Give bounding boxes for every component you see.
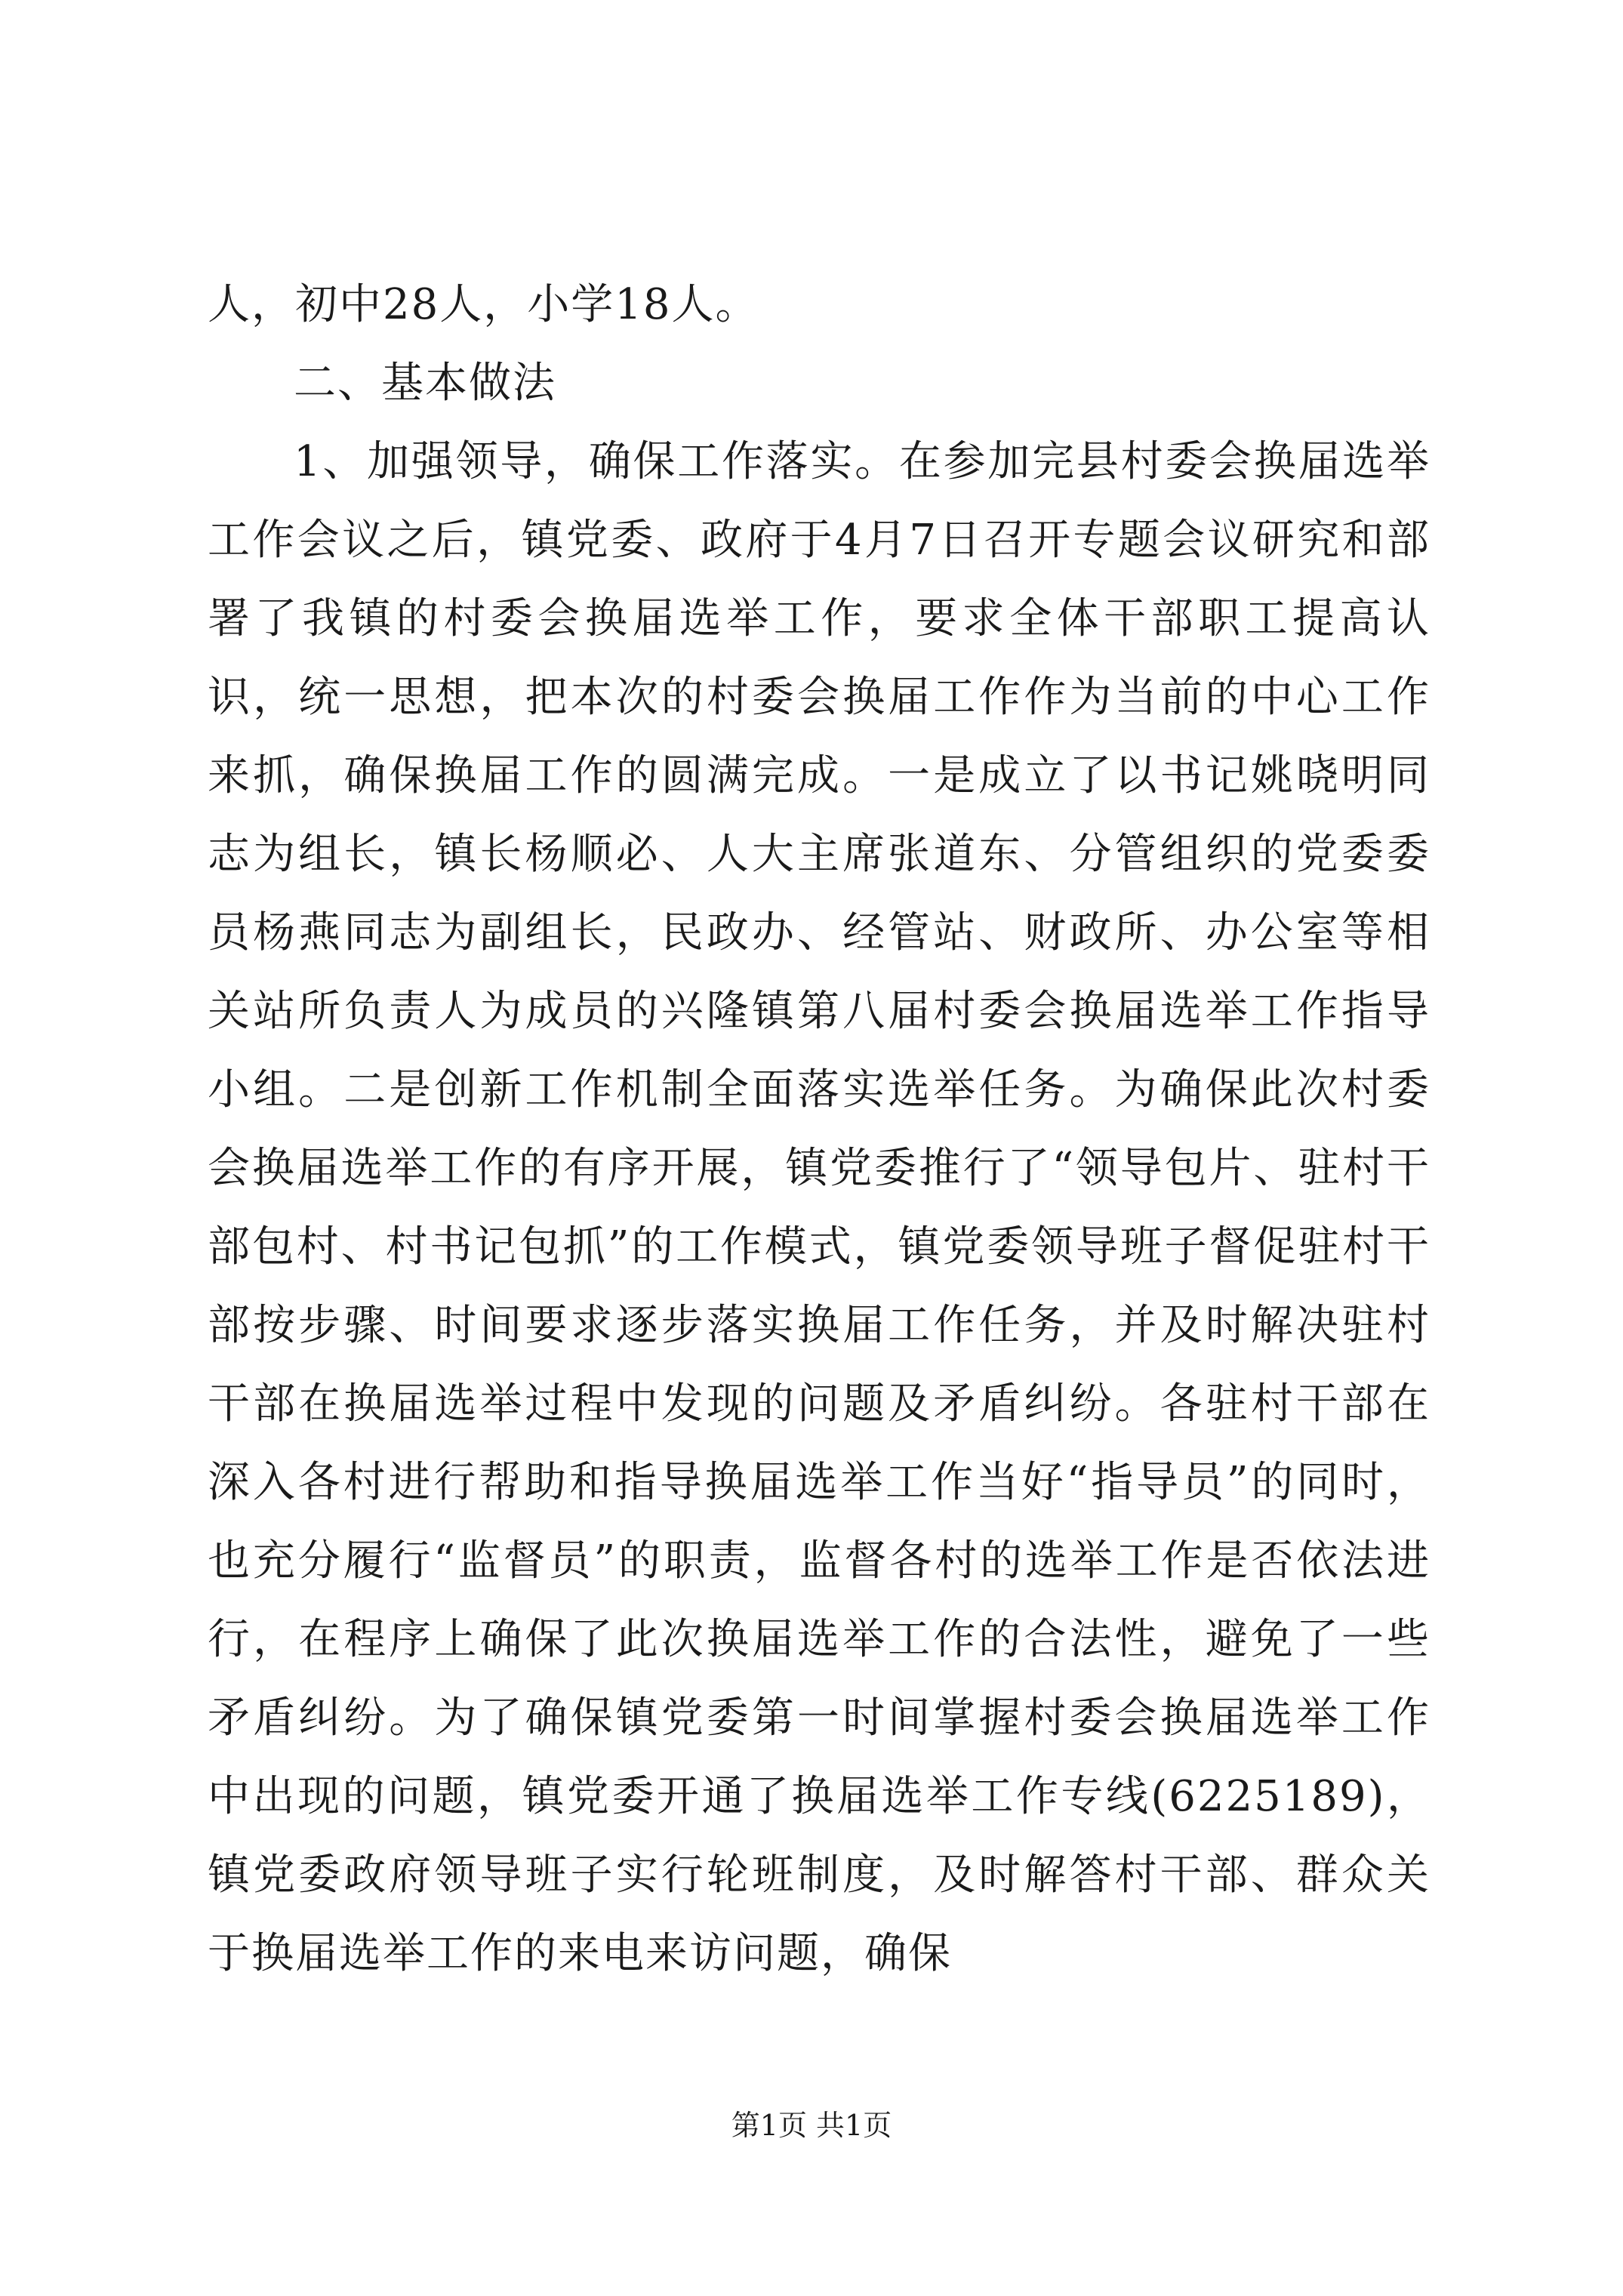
page-footer: 第1页 共1页 bbox=[731, 2109, 892, 2142]
paragraph-continuation: 人，初中28人，小学18人。 bbox=[208, 280, 759, 329]
document-body bbox=[208, 266, 1431, 1993]
paragraph-main: 1、加强领导，确保工作落实。在参加完县村委会换届选举工作会议之后，镇党委、政府于4月7日召开专题会议研究和部署了我镇的村委会换届选举工作，要求全体干部职工提高认识，统一思想，把本次的村委会换届工作作为当前的中心工作来抓，确保换届工作的圆满完成。一是成立了以书记姚晓明同志为组长，镇长杨顺必、人大主席张道东、分管组织的党委委员杨燕同志为副组长，民政办、经管站、财政所、办公室等相关站所负责人为成员的兴隆镇第八届村委会换届选举工作指导小组。二是创新工作机制全面落实选举任务。为确保此次村委会换届选举工作的有序开展，镇党委推行了“领导包片、驻村干部包村、村书记包抓”的工作模式，镇党委领导班子督促驻村干部按步骤、时间要求逐步落实换届工作任务，并及时解决驻村干部在换届选举过程中发现的问题及矛盾纠纷。各驻村干部在深入各村进行帮助和指导换届选举工作当好“指导员”的同时，也充分履行“监督员”的职责，监督各村的选举工作是否依法进行，在程序上确保了此次换届选举工作的合法性，避免了一些矛盾纠纷。为了确保镇党委第一时间掌握村委会换届选举工作中出现的问题，镇党委开通了换届选举工作专线(6225189)，镇党委政府领导班子实行轮班制度，及时解答村干部、群众关于换届选举工作的来电来访问题，确保 bbox=[208, 437, 1431, 1978]
section-heading: 二、基本做法 bbox=[294, 359, 556, 408]
